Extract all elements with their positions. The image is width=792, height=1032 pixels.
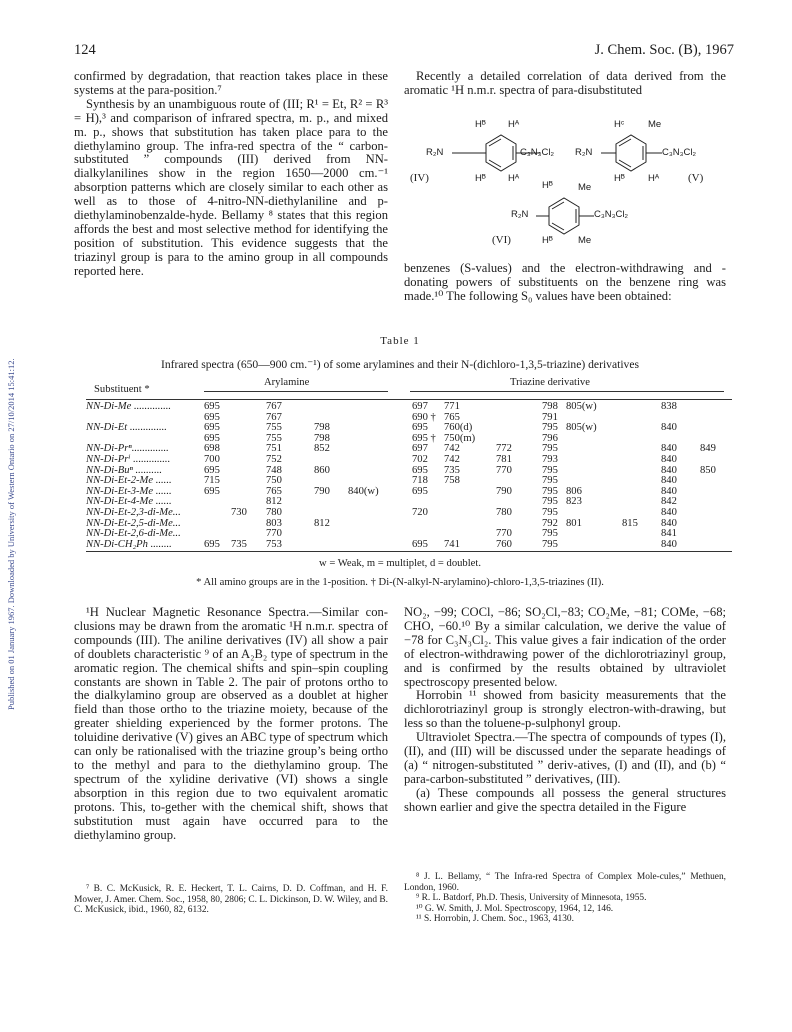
arylamine-band-cell: 695	[204, 538, 220, 550]
arylamine-band-cell: 752	[266, 454, 282, 465]
triazine-band-cell: 805(w)	[566, 401, 597, 412]
table-row	[86, 444, 732, 455]
triazine-band-cell: 842	[661, 496, 677, 508]
h-a-label: Hᴬ	[508, 173, 520, 184]
arylamine-band-cell: 695	[204, 432, 220, 444]
arylamine-band-cell: 798	[314, 432, 330, 444]
triazine-band-cell: 702	[412, 454, 428, 465]
watermark-text: Published on 01 January 1967. Downloaded by University of Western Ontario on 27/10/2014 15:41:12.	[6, 358, 16, 710]
arylamine-band-cell: 700	[204, 454, 220, 465]
arylamine-band-cell: 767	[266, 401, 282, 412]
triazine-band-cell: 772	[496, 443, 512, 455]
arylamine-band-cell: 753	[266, 538, 282, 550]
table-row	[86, 455, 732, 466]
uv-paragraph: Ultraviolet Spectra.—The spectra of compounds of types (I), (II), and (III) will be discussed under the separate headings of (a) “ nitrogen-substituted ” deriv-atives, (I) and (II), and (b) “ para-carbon-substituted ” derivatives, (III).	[404, 730, 726, 786]
header-brace-triazine	[410, 391, 724, 392]
arylamine-band-cell: 767	[266, 411, 282, 423]
triazine-band-cell: 741	[444, 538, 460, 550]
table-row	[86, 413, 732, 424]
arylamine-band-cell: 715	[204, 475, 220, 487]
arylamine-band-cell: 751	[266, 443, 282, 455]
triazine-band-cell: 823	[566, 496, 582, 508]
benzene-rings-drawing	[404, 106, 726, 252]
arylamine-band-cell: 735	[231, 538, 247, 550]
triazine-band-cell: 770	[496, 528, 512, 540]
triazine-band-cell: 840	[661, 422, 677, 434]
triazine-band-cell: 735	[444, 464, 460, 476]
triazine-band-cell: 690 †	[412, 411, 436, 423]
triazine-band-cell: 795	[542, 496, 558, 508]
triazine-band-cell: 695	[412, 485, 428, 497]
triazine-band-cell: 742	[444, 454, 460, 465]
triazine-band-cell: 815	[622, 517, 638, 529]
table-row	[86, 402, 732, 413]
arylamine-band-cell: 695	[204, 464, 220, 476]
substituent-cell: NN-Di-Prⁱ ..............	[86, 454, 171, 465]
triazine-band-cell: 765	[444, 411, 460, 423]
table-row	[86, 540, 732, 551]
triazine-band-cell: 796	[542, 432, 558, 444]
column-header-arylamine: Arylamine	[264, 377, 310, 388]
table-row	[86, 476, 732, 487]
arylamine-band-cell: 695	[204, 422, 220, 434]
triazine-band-cell: 695 †	[412, 432, 436, 444]
paragraph: Synthesis by an unambiguous route of (III; R¹ = Et, R² = R³ = H),³ and comparison of infrared spectra, m. p., and mixed m. p., shows that substitution has taken place para to the diethylamino group. The infra-red spectra of the “ carbon-substituted ” compounds (III) derived from NN-dialkylanilines show in the region 1650—2000 cm.⁻¹ absorption patterns which are closely similar to each other as well as to those of 4-nitro-NN-diethylaniline and p-diethylaminobenzalde-hyde. Bellamy ⁸ states that this region affords the best and most selective method for identifying the position of substitution. This evidence suggests that the triazinyl group is para to the amino group in all compounds reported here.	[74, 96, 388, 278]
table-legend: w = Weak, m = multiplet, d = doublet.	[319, 558, 481, 569]
h-c-label: Hᶜ	[614, 119, 625, 130]
arylamine-band-cell: 860	[314, 464, 330, 476]
methyl-label: Me	[648, 119, 662, 130]
triazine-band-cell: 801	[566, 517, 582, 529]
triazine-band-cell: 780	[496, 507, 512, 518]
arylamine-band-cell: 812	[266, 496, 282, 508]
substituent-cell: NN-Di-Et-2,5-di-Me...	[86, 517, 181, 529]
footnote-text: ⁷ B. C. McKusick, R. E. Heckert, T. L. Cairns, D. D. Coffman, and H. F. Mower, J. Amer. Chem. Soc., 1958, 80, 2806; C. L. Dickinson, D. W. Wiley, and B. C. McKusick, ibid., 1960, 82, 6132.	[74, 884, 388, 916]
table-row	[86, 423, 732, 434]
table-caption: Infrared spectra (650—900 cm.⁻¹) of some arylamines and their N-(dichloro-1,3,5-triazine) derivatives	[161, 358, 639, 371]
triazine-band-cell: 758	[444, 475, 460, 487]
table-row	[86, 529, 732, 540]
triazine-band-cell: 840	[661, 485, 677, 497]
triazine-band-cell: 838	[661, 401, 677, 412]
triazinyl-label: C₃N₃Cl₂	[520, 147, 555, 158]
arylamine-band-cell: 812	[314, 517, 330, 529]
paragraph: NO₂, −99; COCl, −86; SO₂Cl,−83; CO₂Me, −81; COMe, −68; CHO, −60.¹⁰ By a similar calculation, we derive the value of −78 for C₃N₃Cl₂. This value gives a fair indication of the order of electron-withdrawing power of the dichlorotriazinyl group, and is confirmed by the results obtained by ultraviolet spectroscopy presented below.	[404, 605, 726, 689]
h-b-label: Hᴮ	[475, 173, 486, 184]
arylamine-band-cell: 790	[314, 485, 330, 497]
table-row	[86, 497, 732, 508]
infrared-table	[86, 376, 736, 556]
methyl-label: Me	[578, 235, 592, 246]
methyl-label: Me	[578, 182, 592, 193]
triazine-band-cell: 795	[542, 528, 558, 540]
table-rule	[86, 551, 732, 552]
paragraph: (a) These compounds all possess the general structures shown earlier and give the spectra detailed in the Figure	[404, 785, 726, 814]
arylamine-band-cell: 695	[204, 401, 220, 412]
arylamine-band-cell: 695	[204, 411, 220, 423]
structure-label-iv: (IV)	[410, 172, 429, 184]
triazine-band-cell: 770	[496, 464, 512, 476]
triazine-band-cell: 841	[661, 528, 677, 540]
upper-right-column	[404, 262, 726, 304]
triazine-band-cell: 795	[542, 422, 558, 434]
r2n-label: R₂N	[426, 147, 444, 158]
table-row	[86, 508, 732, 519]
triazine-band-cell: 798	[542, 401, 558, 412]
triazinyl-label: C₃N₃Cl₂	[662, 147, 697, 158]
footnote-11: ¹¹ S. Horrobin, J. Chem. Soc., 1963, 4130.	[416, 914, 574, 925]
triazine-band-cell: 760(d)	[444, 422, 473, 434]
triazine-band-cell: 840	[661, 464, 677, 476]
triazine-band-cell: 718	[412, 475, 428, 487]
triazine-band-cell: 840	[661, 443, 677, 455]
triazinyl-label: C₃N₃Cl₂	[594, 209, 629, 220]
header-brace-arylamine	[204, 391, 388, 392]
triazine-band-cell: 805(w)	[566, 422, 597, 434]
page-number: 124	[74, 42, 96, 58]
substituent-cell: NN-Di-Et ..............	[86, 422, 167, 434]
triazine-band-cell: 750(m)	[444, 432, 476, 444]
triazine-band-cell: 760	[496, 538, 512, 550]
arylamine-band-cell: 770	[266, 528, 282, 540]
footnote-8: ⁸ J. L. Bellamy, “ The Infra-red Spectra of Complex Mole-cules,” Methuen, London, 1960.	[404, 872, 726, 893]
r2n-label: R₂N	[575, 147, 593, 158]
arylamine-band-cell: 730	[231, 507, 247, 518]
table-row	[86, 434, 732, 445]
triazine-band-cell: 720	[412, 507, 428, 518]
triazine-band-cell: 840	[661, 475, 677, 487]
triazine-band-cell: 781	[496, 454, 512, 465]
footnote-7	[74, 884, 388, 916]
triazine-band-cell: 840	[661, 507, 677, 518]
substituent-cell: NN-Di-Prⁿ..............	[86, 443, 169, 455]
upper-left-column	[74, 70, 388, 279]
substituent-cell: NN-Di-CH₂Ph ........	[86, 538, 172, 550]
substituent-cell: NN-Di-Et-4-Me ......	[86, 496, 172, 508]
arylamine-band-cell: 755	[266, 432, 282, 444]
lower-left-column	[74, 606, 388, 842]
triazine-band-cell: 795	[542, 485, 558, 497]
table-row	[86, 487, 732, 498]
substituent-cell: NN-Di-Et-2,6-di-Me...	[86, 528, 181, 540]
substituent-cell: NN-Di-Et-2,3-di-Me...	[86, 507, 181, 518]
arylamine-band-cell: 750	[266, 475, 282, 487]
arylamine-band-cell: 803	[266, 517, 282, 529]
structure-diagrams	[404, 106, 726, 252]
h-b-label: Hᴮ	[542, 235, 553, 246]
substituent-cell: NN-Di-Et-2-Me ......	[86, 475, 172, 487]
table-row	[86, 466, 732, 477]
h-b-label: Hᴮ	[614, 173, 625, 184]
substituent-cell: NN-Di-Et-3-Me ......	[86, 485, 172, 497]
arylamine-band-cell: 698	[204, 443, 220, 455]
footnote-10: ¹⁰ G. W. Smith, J. Mol. Spectroscopy, 1964, 12, 146.	[416, 903, 614, 914]
r2n-label: R₂N	[511, 209, 529, 220]
nmr-paragraph: ¹H Nuclear Magnetic Resonance Spectra.—Similar con-clusions may be drawn from the aromatic ¹H n.m.r. spectra of compounds (III). The aniline derivatives (IV) all show a pair of doublets characteristic ⁹ of an A₂B₂ type of spectrum in the aromatic region. The chemical shifts and spin–spin coupling constants are shown in Table 2. The pair of protons ortho to the dialkylamino group are observed as a doublet at higher field than those ortho to the triazine moiety, because of the greater shielding experienced by the former protons. The toluidine derivative (V) gives an ABC type of spectrum which can only be rationalised with the triazine group’s being ortho to the methyl and para to the diethylamino group. The spectrum of the xylidine derivative (VI) shows a single absorption in this region due to two equivalent aromatic protons. This, to-gether with the chemical shift, shows that substitution must again have occurred para to the diethylamino group.	[74, 605, 388, 842]
arylamine-band-cell: 765	[266, 485, 282, 497]
triazine-band-cell: 771	[444, 401, 460, 412]
paragraph: benzenes (S-values) and the electron-withdrawing and -donating powers of substituents on the benzene ring was made.¹⁰ The following S₀ values have been obtained:	[404, 261, 726, 303]
arylamine-band-cell: 755	[266, 422, 282, 434]
arylamine-band-cell: 695	[204, 485, 220, 497]
paragraph: Recently a detailed correlation of data derived from the aromatic ¹H n.m.r. spectra of para-disubstituted	[404, 69, 726, 97]
triazine-band-cell: 792	[542, 517, 558, 529]
triazine-band-cell: 795	[542, 538, 558, 550]
arylamine-band-cell: 780	[266, 507, 282, 518]
triazine-band-cell: 791	[542, 411, 558, 423]
column-header-triazine: Triazine derivative	[510, 377, 590, 388]
structure-label-vi: (VI)	[492, 234, 511, 246]
triazine-band-cell: 790	[496, 485, 512, 497]
h-a-label: Hᴬ	[508, 119, 520, 130]
paragraph: confirmed by degradation, that reaction takes place in these systems at the para-position.⁷	[74, 69, 388, 97]
triazine-band-cell: 695	[412, 538, 428, 550]
table-rule	[86, 399, 732, 400]
triazine-band-cell: 697	[412, 401, 428, 412]
triazine-band-cell: 695	[412, 422, 428, 434]
h-b-label: Hᴮ	[542, 180, 553, 191]
triazine-band-cell: 840	[661, 538, 677, 550]
triazine-band-cell: 695	[412, 464, 428, 476]
arylamine-band-cell: 748	[266, 464, 282, 476]
journal-header: J. Chem. Soc. (B), 1967	[594, 42, 734, 58]
triazine-band-cell: 795	[542, 507, 558, 518]
arylamine-band-cell: 840(w)	[348, 485, 379, 497]
arylamine-band-cell: 798	[314, 422, 330, 434]
table-footnote: * All amino groups are in the 1-position. † Di-(N-alkyl-N-arylamino)-chloro-1,3,5-triazines (II).	[196, 577, 604, 588]
substituent-cell: NN-Di-Me ..............	[86, 401, 172, 412]
arylamine-band-cell: 852	[314, 443, 330, 455]
triazine-band-cell: 795	[542, 443, 558, 455]
footnotes-right	[404, 872, 726, 925]
paragraph: Horrobin ¹¹ showed from basicity measurements that the dichlorotriazinyl group is strongly electron-with-drawing, but less so than the toluene-p-sulphonyl group.	[404, 688, 726, 731]
table-title: Table 1	[380, 335, 420, 347]
triazine-band-cell: 840	[661, 517, 677, 529]
lower-right-column	[404, 606, 726, 815]
upper-right-intro	[404, 70, 726, 98]
structure-label-v: (V)	[688, 172, 704, 184]
triazine-band-cell: 840	[661, 454, 677, 465]
footnote-9: ⁹ R. L. Batdorf, Ph.D. Thesis, University of Minnesota, 1955.	[416, 893, 647, 904]
triazine-band-cell: 850	[700, 464, 716, 476]
h-b-label: Hᴮ	[475, 119, 486, 130]
substituent-cell: NN-Di-Buⁿ ..........	[86, 464, 163, 476]
triazine-band-cell: 697	[412, 443, 428, 455]
triazine-band-cell: 793	[542, 454, 558, 465]
download-watermark	[4, 150, 18, 710]
table-row	[86, 519, 732, 530]
triazine-band-cell: 795	[542, 464, 558, 476]
triazine-band-cell: 849	[700, 443, 716, 455]
h-a-label: Hᴬ	[648, 173, 660, 184]
triazine-band-cell: 795	[542, 475, 558, 487]
triazine-band-cell: 742	[444, 443, 460, 455]
triazine-band-cell: 806	[566, 485, 582, 497]
column-header-substituent: Substituent *	[94, 384, 150, 395]
